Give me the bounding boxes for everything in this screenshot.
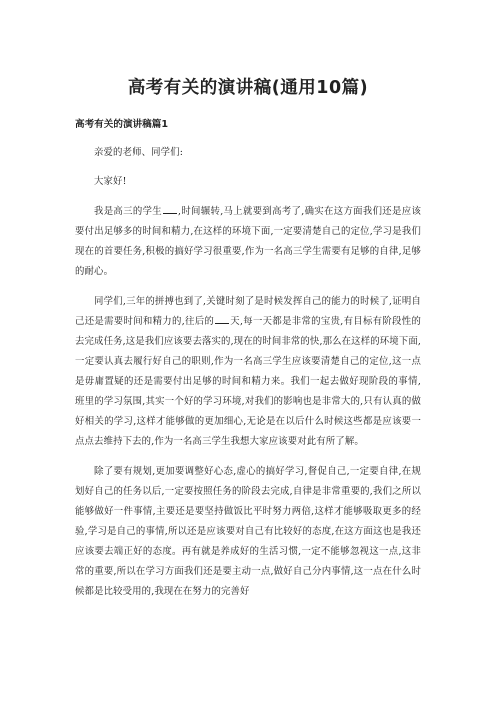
paragraph-2-rest: 天,每一天都是非常的宝贵,有目标有阶段性的去完成任务,这是我们应该要去落实的,现在的时间非常的快,那么在这样的环境下面,一定要认真去履行好自己的职则,作为一名高三学生应该要清楚自己的定位,这一点是毋庸置疑的还是需要付出足够的时间和精力来。我们一起去做好现阶段的事情,班里的学习氛围,其实一个好的学习环境,对我们的影响也是非常大的,只有认真的做好相关的学习,这样才能够做的更加细心,无论是在以后什么时候这些都是应该要一点点去维持下去的,作为一名高三学生我想大家应该要对此有所了解。 <box>75 316 421 447</box>
paragraph-1-rest: ,时间辗转,马上就要到高考了,确实在这方面我们还是应该要付出足够多的时间和精力,在这样的环境下面,一定要清楚自己的定位,学习是我们现在的首要任务,积极的搞好学习很重要,作为一名高三学生需要有足够的自律,足够的耐心。 <box>75 206 421 277</box>
section-heading: 高考有关的演讲稿篇1 <box>75 119 169 130</box>
greeting-paragraph: 亲爱的老师、同学们: <box>94 147 184 158</box>
fill-in-blank <box>215 322 229 324</box>
paragraph-1-start: 我是高三的学生 <box>94 206 163 217</box>
hello-paragraph: 大家好! <box>94 176 127 187</box>
body-paragraph-2 <box>75 292 421 452</box>
body-paragraph-1 <box>75 202 421 282</box>
body-paragraph-3: 除了要有规划,更加要调整好心态,虚心的搞好学习,督促自己,一定要自律,在规划好自己的任务以后,一定要按照任务的阶段去完成,自律是非常重要的,我们之所以能够做好一件事情,主要还是要坚持做饭比平时努力两倍,这样才能够吸取更多的经验,学习是自己的事情,所以还是应该要对自己有比较好的态度,在这方面这也是我还应该要去端正好的态度。再有就是养成好的生活习惯,一定不能够忽视这一点,这非常的重要,所以在学习方面我们还是要主动一点,做好自己分内事情,这一点在什么时候都是比较受用的,我现在在努力的完善好 <box>75 466 421 597</box>
document-title: 高考有关的演讲稿(通用10篇) <box>127 78 369 98</box>
fill-in-blank <box>163 212 177 214</box>
paragraph-2-start: 同学们,三年的拼搏也到了,关键时刻了是时候发挥自己的能力的时候了,证明自己还是需要时间和精力的,往后的 <box>75 296 421 327</box>
